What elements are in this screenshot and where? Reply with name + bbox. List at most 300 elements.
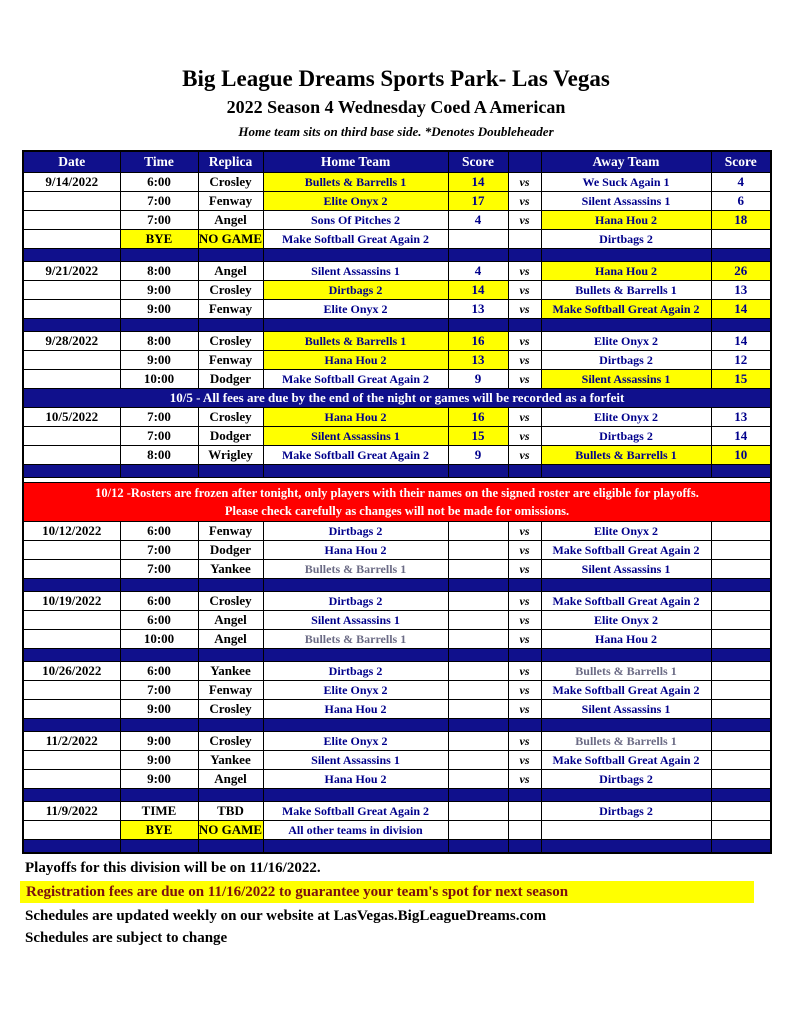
replica-cell: Fenway bbox=[198, 522, 263, 541]
home-score-cell bbox=[448, 522, 508, 541]
separator-cell bbox=[23, 465, 120, 478]
header-date: Date bbox=[23, 151, 120, 173]
separator-cell bbox=[711, 789, 771, 802]
vs-cell: vs bbox=[508, 408, 541, 427]
home-score-cell: 13 bbox=[448, 300, 508, 319]
home-team-cell: Make Softball Great Again 2 bbox=[263, 230, 448, 249]
replica-cell: Crosley bbox=[198, 592, 263, 611]
home-team-cell: Dirtbags 2 bbox=[263, 662, 448, 681]
date-cell bbox=[23, 192, 120, 211]
time-cell: 7:00 bbox=[120, 560, 198, 579]
separator-cell bbox=[198, 840, 263, 853]
playoffs-note: Playoffs for this division will be on 11/16/2022. bbox=[25, 859, 321, 876]
separator-cell bbox=[120, 465, 198, 478]
home-team-cell: Make Softball Great Again 2 bbox=[263, 370, 448, 389]
separator-cell bbox=[263, 465, 448, 478]
away-score-cell: 18 bbox=[711, 211, 771, 230]
replica-cell: Crosley bbox=[198, 332, 263, 351]
time-cell: 6:00 bbox=[120, 522, 198, 541]
separator-cell bbox=[711, 249, 771, 262]
schedule-row bbox=[23, 427, 771, 446]
away-team-cell: Make Softball Great Again 2 bbox=[541, 592, 711, 611]
schedule-row bbox=[23, 662, 771, 681]
schedule-row bbox=[23, 446, 771, 465]
home-score-cell bbox=[448, 592, 508, 611]
replica-cell: Dodger bbox=[198, 427, 263, 446]
separator-cell bbox=[263, 649, 448, 662]
time-cell: 9:00 bbox=[120, 751, 198, 770]
away-team-cell: Hana Hou 2 bbox=[541, 262, 711, 281]
separator-cell bbox=[541, 840, 711, 853]
date-cell bbox=[23, 681, 120, 700]
time-cell: 7:00 bbox=[120, 211, 198, 230]
home-team-cell: Hana Hou 2 bbox=[263, 541, 448, 560]
separator-cell bbox=[508, 840, 541, 853]
separator-cell bbox=[198, 249, 263, 262]
away-score-cell bbox=[711, 700, 771, 719]
vs-cell: vs bbox=[508, 332, 541, 351]
date-cell bbox=[23, 821, 120, 840]
separator-row bbox=[23, 249, 771, 262]
separator-cell bbox=[120, 789, 198, 802]
away-team-cell: Silent Assassins 1 bbox=[541, 192, 711, 211]
home-score-cell: 14 bbox=[448, 281, 508, 300]
separator-cell bbox=[508, 319, 541, 332]
schedule-row bbox=[23, 332, 771, 351]
away-score-cell bbox=[711, 630, 771, 649]
time-cell: 9:00 bbox=[120, 351, 198, 370]
separator-cell bbox=[263, 719, 448, 732]
separator-cell bbox=[198, 579, 263, 592]
separator-cell bbox=[448, 789, 508, 802]
away-team-cell: Dirtbags 2 bbox=[541, 802, 711, 821]
table-header bbox=[23, 151, 771, 173]
home-team-cell: Elite Onyx 2 bbox=[263, 681, 448, 700]
vs-cell: vs bbox=[508, 446, 541, 465]
rosters-banner-line: Please check carefully as changes will not be made for omissions. bbox=[224, 504, 570, 518]
time-cell: 7:00 bbox=[120, 192, 198, 211]
schedule-row bbox=[23, 770, 771, 789]
time-cell: 9:00 bbox=[120, 770, 198, 789]
separator-cell bbox=[448, 719, 508, 732]
date-cell: 9/14/2022 bbox=[23, 173, 120, 192]
separator-cell bbox=[508, 719, 541, 732]
home-team-cell: Hana Hou 2 bbox=[263, 408, 448, 427]
schedule-row bbox=[23, 732, 771, 751]
replica-cell: Angel bbox=[198, 262, 263, 281]
away-team-cell: Elite Onyx 2 bbox=[541, 408, 711, 427]
vs-cell: vs bbox=[508, 751, 541, 770]
separator-cell bbox=[263, 579, 448, 592]
home-score-cell bbox=[448, 230, 508, 249]
separator-cell bbox=[541, 789, 711, 802]
home-score-cell bbox=[448, 611, 508, 630]
vs-cell: vs bbox=[508, 427, 541, 446]
time-cell: 7:00 bbox=[120, 541, 198, 560]
home-team-cell: Elite Onyx 2 bbox=[263, 300, 448, 319]
away-score-cell bbox=[711, 770, 771, 789]
schedule-body bbox=[23, 173, 771, 853]
away-team-cell: Make Softball Great Again 2 bbox=[541, 751, 711, 770]
separator-cell bbox=[711, 840, 771, 853]
replica-cell: Wrigley bbox=[198, 446, 263, 465]
date-cell: 9/21/2022 bbox=[23, 262, 120, 281]
separator-cell bbox=[711, 579, 771, 592]
separator-cell bbox=[198, 465, 263, 478]
separator-cell bbox=[541, 579, 711, 592]
registration-note: Registration fees are due on 11/16/2022 to guarantee your team's spot for next season bbox=[20, 881, 754, 903]
separator-row bbox=[23, 649, 771, 662]
home-team-cell: Silent Assassins 1 bbox=[263, 611, 448, 630]
page-subtitle: 2022 Season 4 Wednesday Coed A American bbox=[226, 97, 566, 117]
home-score-cell: 15 bbox=[448, 427, 508, 446]
home-team-cell: Dirtbags 2 bbox=[263, 592, 448, 611]
schedule-row bbox=[23, 681, 771, 700]
home-team-cell: Make Softball Great Again 2 bbox=[263, 446, 448, 465]
home-team-cell: Sons Of Pitches 2 bbox=[263, 211, 448, 230]
date-cell: 9/28/2022 bbox=[23, 332, 120, 351]
away-team-cell: Make Softball Great Again 2 bbox=[541, 541, 711, 560]
time-cell: 10:00 bbox=[120, 370, 198, 389]
date-cell: 11/2/2022 bbox=[23, 732, 120, 751]
separator-cell bbox=[120, 840, 198, 853]
home-team-cell: Bullets & Barrells 1 bbox=[263, 332, 448, 351]
replica-cell: Crosley bbox=[198, 173, 263, 192]
schedule-row bbox=[23, 751, 771, 770]
away-team-cell: Dirtbags 2 bbox=[541, 770, 711, 789]
rosters-banner-cell bbox=[23, 483, 771, 522]
separator-cell bbox=[508, 465, 541, 478]
separator-cell bbox=[23, 840, 120, 853]
schedule-row bbox=[23, 300, 771, 319]
separator-cell bbox=[541, 319, 711, 332]
away-score-cell bbox=[711, 802, 771, 821]
schedule-row bbox=[23, 230, 771, 249]
separator-cell bbox=[23, 649, 120, 662]
separator-cell bbox=[448, 319, 508, 332]
header-home-team: Home Team bbox=[263, 151, 448, 173]
away-team-cell: Hana Hou 2 bbox=[541, 211, 711, 230]
vs-cell: vs bbox=[508, 370, 541, 389]
separator-cell bbox=[120, 719, 198, 732]
fees-note-cell: 10/5 - All fees are due by the end of the night or games will be recorded as a forfeit bbox=[23, 389, 771, 408]
footer bbox=[0, 859, 792, 947]
schedule-row bbox=[23, 262, 771, 281]
away-team-cell bbox=[541, 821, 711, 840]
separator-cell bbox=[448, 249, 508, 262]
away-score-cell: 12 bbox=[711, 351, 771, 370]
replica-cell: NO GAME bbox=[198, 821, 263, 840]
time-cell: 9:00 bbox=[120, 700, 198, 719]
home-score-cell: 9 bbox=[448, 446, 508, 465]
home-team-cell: Dirtbags 2 bbox=[263, 522, 448, 541]
date-cell bbox=[23, 446, 120, 465]
vs-cell: vs bbox=[508, 611, 541, 630]
replica-cell: Yankee bbox=[198, 560, 263, 579]
header-away-score: Score bbox=[711, 151, 771, 173]
replica-cell: Angel bbox=[198, 211, 263, 230]
schedule-row bbox=[23, 351, 771, 370]
replica-cell: Fenway bbox=[198, 300, 263, 319]
away-score-cell: 10 bbox=[711, 446, 771, 465]
away-score-cell bbox=[711, 751, 771, 770]
time-cell: 6:00 bbox=[120, 611, 198, 630]
time-cell: BYE bbox=[120, 230, 198, 249]
away-team-cell: Silent Assassins 1 bbox=[541, 560, 711, 579]
home-score-cell bbox=[448, 700, 508, 719]
replica-cell: Crosley bbox=[198, 281, 263, 300]
date-cell bbox=[23, 370, 120, 389]
separator-cell bbox=[198, 649, 263, 662]
home-team-cell: Elite Onyx 2 bbox=[263, 192, 448, 211]
home-score-cell: 17 bbox=[448, 192, 508, 211]
separator-cell bbox=[711, 719, 771, 732]
home-score-cell: 16 bbox=[448, 332, 508, 351]
away-score-cell bbox=[711, 541, 771, 560]
rosters-banner-line: 10/12 -Rosters are frozen after tonight, only players with their names on the signed roster are eligible for playoffs. bbox=[95, 486, 699, 500]
home-score-cell bbox=[448, 662, 508, 681]
time-cell: 8:00 bbox=[120, 332, 198, 351]
page-title: Big League Dreams Sports Park- Las Vegas bbox=[182, 66, 610, 91]
vs-cell: vs bbox=[508, 700, 541, 719]
time-cell: 10:00 bbox=[120, 630, 198, 649]
time-cell: 7:00 bbox=[120, 427, 198, 446]
separator-cell bbox=[508, 789, 541, 802]
time-cell: 6:00 bbox=[120, 173, 198, 192]
away-team-cell: Make Softball Great Again 2 bbox=[541, 300, 711, 319]
header-vs-spacer bbox=[508, 151, 541, 173]
away-team-cell: Hana Hou 2 bbox=[541, 630, 711, 649]
header-home-score: Score bbox=[448, 151, 508, 173]
away-team-cell: Bullets & Barrells 1 bbox=[541, 281, 711, 300]
away-score-cell bbox=[711, 592, 771, 611]
separator-cell bbox=[23, 789, 120, 802]
away-score-cell bbox=[711, 560, 771, 579]
home-score-cell: 16 bbox=[448, 408, 508, 427]
vs-cell: vs bbox=[508, 630, 541, 649]
separator-row bbox=[23, 789, 771, 802]
vs-cell bbox=[508, 802, 541, 821]
separator-row bbox=[23, 465, 771, 478]
replica-cell: Crosley bbox=[198, 700, 263, 719]
separator-cell bbox=[23, 319, 120, 332]
schedule-row bbox=[23, 408, 771, 427]
vs-cell: vs bbox=[508, 732, 541, 751]
time-cell: 9:00 bbox=[120, 281, 198, 300]
time-cell: TIME bbox=[120, 802, 198, 821]
separator-cell bbox=[263, 789, 448, 802]
separator-row bbox=[23, 579, 771, 592]
separator-cell bbox=[541, 465, 711, 478]
home-score-cell: 14 bbox=[448, 173, 508, 192]
home-score-cell bbox=[448, 732, 508, 751]
home-score-cell bbox=[448, 770, 508, 789]
away-score-cell: 26 bbox=[711, 262, 771, 281]
away-score-cell: 6 bbox=[711, 192, 771, 211]
time-cell: BYE bbox=[120, 821, 198, 840]
separator-row bbox=[23, 719, 771, 732]
separator-cell bbox=[198, 319, 263, 332]
schedule-row bbox=[23, 192, 771, 211]
home-team-cell: Silent Assassins 1 bbox=[263, 427, 448, 446]
schedule-row bbox=[23, 173, 771, 192]
home-score-cell: 13 bbox=[448, 351, 508, 370]
home-team-cell: Silent Assassins 1 bbox=[263, 262, 448, 281]
home-score-cell bbox=[448, 560, 508, 579]
away-score-cell: 15 bbox=[711, 370, 771, 389]
vs-cell bbox=[508, 821, 541, 840]
vs-cell: vs bbox=[508, 173, 541, 192]
away-score-cell bbox=[711, 230, 771, 249]
separator-cell bbox=[198, 719, 263, 732]
schedule-row bbox=[23, 211, 771, 230]
date-cell bbox=[23, 560, 120, 579]
website-note: Schedules are updated weekly on our website at LasVegas.BigLeagueDreams.com bbox=[25, 907, 547, 924]
separator-row bbox=[23, 319, 771, 332]
separator-cell bbox=[448, 465, 508, 478]
vs-cell bbox=[508, 230, 541, 249]
vs-cell: vs bbox=[508, 351, 541, 370]
away-score-cell: 14 bbox=[711, 427, 771, 446]
separator-cell bbox=[23, 249, 120, 262]
away-team-cell: Elite Onyx 2 bbox=[541, 332, 711, 351]
date-cell bbox=[23, 630, 120, 649]
home-team-cell: All other teams in division bbox=[263, 821, 448, 840]
away-score-cell bbox=[711, 662, 771, 681]
replica-cell: Angel bbox=[198, 630, 263, 649]
home-team-cell: Bullets & Barrells 1 bbox=[263, 560, 448, 579]
away-score-cell bbox=[711, 732, 771, 751]
away-score-cell: 4 bbox=[711, 173, 771, 192]
home-team-cell: Make Softball Great Again 2 bbox=[263, 802, 448, 821]
vs-cell: vs bbox=[508, 560, 541, 579]
header-away-team: Away Team bbox=[541, 151, 711, 173]
schedule-row bbox=[23, 592, 771, 611]
date-cell bbox=[23, 351, 120, 370]
vs-cell: vs bbox=[508, 192, 541, 211]
separator-cell bbox=[198, 789, 263, 802]
home-team-cell: Dirtbags 2 bbox=[263, 281, 448, 300]
separator-cell bbox=[711, 649, 771, 662]
date-cell bbox=[23, 770, 120, 789]
separator-row bbox=[23, 840, 771, 853]
schedule-row bbox=[23, 700, 771, 719]
away-score-cell: 13 bbox=[711, 281, 771, 300]
fees-note-row bbox=[23, 389, 771, 408]
away-team-cell: Dirtbags 2 bbox=[541, 351, 711, 370]
time-cell: 8:00 bbox=[120, 446, 198, 465]
home-score-cell bbox=[448, 630, 508, 649]
date-cell: 10/19/2022 bbox=[23, 592, 120, 611]
replica-cell: Crosley bbox=[198, 408, 263, 427]
home-team-cell: Bullets & Barrells 1 bbox=[263, 173, 448, 192]
time-cell: 6:00 bbox=[120, 662, 198, 681]
time-cell: 6:00 bbox=[120, 592, 198, 611]
home-score-cell bbox=[448, 681, 508, 700]
rosters-banner-row bbox=[23, 483, 771, 522]
replica-cell: Dodger bbox=[198, 541, 263, 560]
replica-cell: Fenway bbox=[198, 681, 263, 700]
replica-cell: NO GAME bbox=[198, 230, 263, 249]
schedule-row bbox=[23, 802, 771, 821]
schedule-row bbox=[23, 611, 771, 630]
schedule-row bbox=[23, 541, 771, 560]
vs-cell: vs bbox=[508, 300, 541, 319]
replica-cell: Angel bbox=[198, 611, 263, 630]
separator-cell bbox=[711, 319, 771, 332]
vs-cell: vs bbox=[508, 770, 541, 789]
schedule-row bbox=[23, 630, 771, 649]
away-score-cell: 14 bbox=[711, 332, 771, 351]
home-team-cell: Silent Assassins 1 bbox=[263, 751, 448, 770]
away-team-cell: Bullets & Barrells 1 bbox=[541, 732, 711, 751]
home-team-cell: Elite Onyx 2 bbox=[263, 732, 448, 751]
home-team-cell: Hana Hou 2 bbox=[263, 351, 448, 370]
date-cell bbox=[23, 211, 120, 230]
home-team-note: Home team sits on third base side. *Denotes Doubleheader bbox=[238, 124, 554, 139]
time-cell: 9:00 bbox=[120, 732, 198, 751]
away-score-cell bbox=[711, 611, 771, 630]
replica-cell: Angel bbox=[198, 770, 263, 789]
subject-to-change-note: Schedules are subject to change bbox=[25, 929, 228, 946]
schedule-row bbox=[23, 370, 771, 389]
schedule-table bbox=[22, 150, 772, 854]
date-cell bbox=[23, 427, 120, 446]
vs-cell: vs bbox=[508, 281, 541, 300]
time-cell: 7:00 bbox=[120, 408, 198, 427]
home-score-cell: 4 bbox=[448, 211, 508, 230]
home-score-cell bbox=[448, 821, 508, 840]
date-cell bbox=[23, 281, 120, 300]
away-score-cell: 13 bbox=[711, 408, 771, 427]
date-cell: 11/9/2022 bbox=[23, 802, 120, 821]
time-cell: 9:00 bbox=[120, 300, 198, 319]
date-cell bbox=[23, 751, 120, 770]
date-cell bbox=[23, 300, 120, 319]
vs-cell: vs bbox=[508, 662, 541, 681]
separator-cell bbox=[120, 319, 198, 332]
away-score-cell bbox=[711, 681, 771, 700]
time-cell: 8:00 bbox=[120, 262, 198, 281]
separator-cell bbox=[263, 319, 448, 332]
away-score-cell bbox=[711, 522, 771, 541]
separator-cell bbox=[23, 579, 120, 592]
replica-cell: Yankee bbox=[198, 662, 263, 681]
vs-cell: vs bbox=[508, 522, 541, 541]
separator-cell bbox=[23, 719, 120, 732]
schedule-row bbox=[23, 522, 771, 541]
date-cell bbox=[23, 611, 120, 630]
schedule-row bbox=[23, 281, 771, 300]
header-time: Time bbox=[120, 151, 198, 173]
separator-cell bbox=[508, 649, 541, 662]
replica-cell: TBD bbox=[198, 802, 263, 821]
separator-cell bbox=[120, 649, 198, 662]
replica-cell: Fenway bbox=[198, 351, 263, 370]
date-cell bbox=[23, 541, 120, 560]
away-team-cell: Dirtbags 2 bbox=[541, 427, 711, 446]
home-team-cell: Hana Hou 2 bbox=[263, 770, 448, 789]
home-team-cell: Bullets & Barrells 1 bbox=[263, 630, 448, 649]
away-team-cell: Make Softball Great Again 2 bbox=[541, 681, 711, 700]
home-score-cell bbox=[448, 541, 508, 560]
away-score-cell: 14 bbox=[711, 300, 771, 319]
home-score-cell bbox=[448, 802, 508, 821]
separator-cell bbox=[711, 465, 771, 478]
away-team-cell: We Suck Again 1 bbox=[541, 173, 711, 192]
separator-cell bbox=[120, 579, 198, 592]
home-team-cell: Hana Hou 2 bbox=[263, 700, 448, 719]
